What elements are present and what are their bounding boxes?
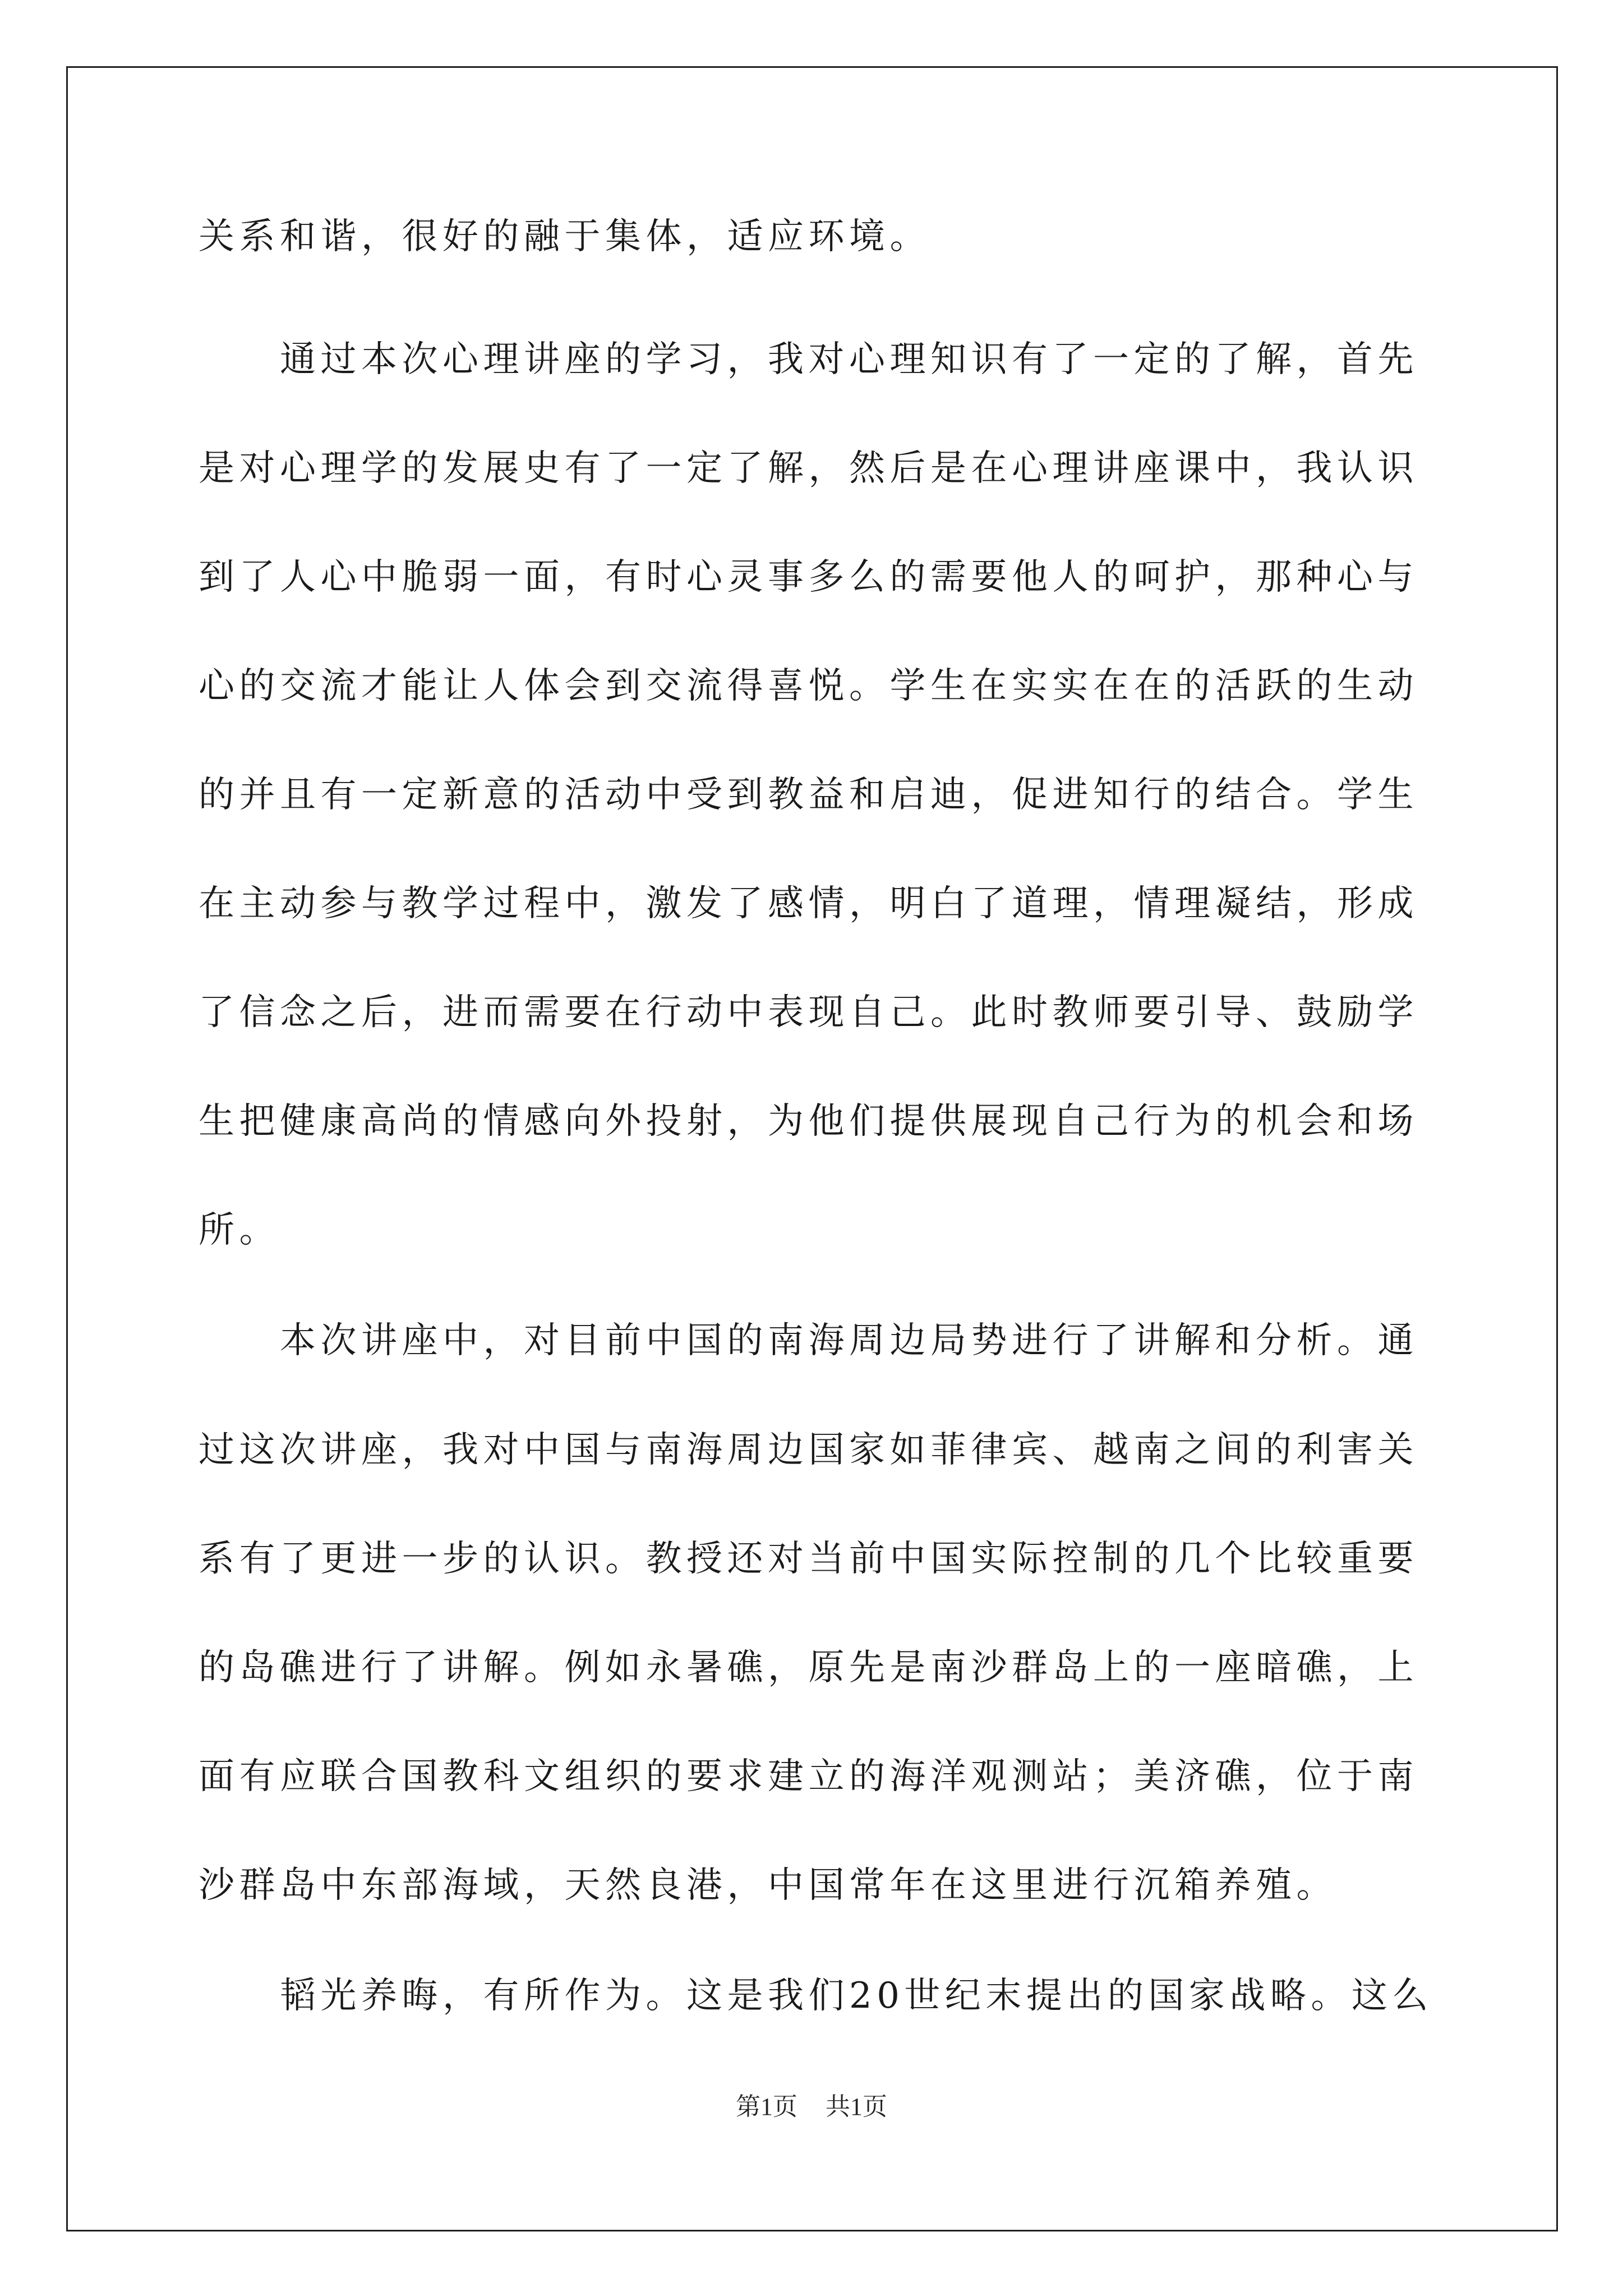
- text-line: 过这次讲座，我对中国与南海周边国家如菲律宾、越南之间的利害关: [199, 1429, 1418, 1471]
- total-pages: 共1页: [826, 2093, 887, 2120]
- text-line: 生把健康高尚的情感向外投射，为他们提供展现自己行为的机会和场: [199, 1101, 1418, 1142]
- text-line: 关系和谐，很好的融于集体，适应环境。: [199, 216, 930, 257]
- text-line: 的岛礁进行了讲解。例如永暑礁，原先是南沙群岛上的一座暗礁，上: [199, 1647, 1418, 1688]
- text-line: 本次讲座中，对目前中国的南海周边局势进行了讲解和分析。通: [199, 1320, 1418, 1361]
- page-footer: [0, 2091, 1623, 2123]
- text-line: 通过本次心理讲座的学习，我对心理知识有了一定的了解，首先: [199, 339, 1418, 380]
- text-line: 在主动参与教学过程中，激发了感情，明白了道理，情理凝结，形成: [199, 883, 1418, 924]
- text-line: 韬光养晦，有所作为。这是我们20世纪末提出的国家战略。这么: [199, 1975, 1433, 2017]
- text-line: 心的交流才能让人体会到交流得喜悦。学生在实实在在的活跃的生动: [199, 665, 1418, 707]
- text-line: 的并且有一定新意的活动中受到教益和启迪，促进知行的结合。学生: [199, 774, 1418, 816]
- text-line: 了信念之后，进而需要在行动中表现自己。此时教师要引导、鼓励学: [199, 992, 1418, 1033]
- text-line: 是对心理学的发展史有了一定了解，然后是在心理讲座课中，我认识: [199, 448, 1418, 489]
- text-line: 到了人心中脆弱一面，有时心灵事多么的需要他人的呵护，那种心与: [199, 556, 1418, 598]
- text-line: 沙群岛中东部海域，天然良港，中国常年在这里进行沉箱养殖。: [199, 1865, 1337, 1906]
- page-number: 第1页: [736, 2093, 797, 2120]
- text-line: 面有应联合国教科文组织的要求建立的海洋观测站；美济礁，位于南: [199, 1756, 1418, 1797]
- text-line: 所。: [199, 1209, 280, 1251]
- text-line: 系有了更进一步的认识。教授还对当前中国实际控制的几个比较重要: [199, 1538, 1418, 1580]
